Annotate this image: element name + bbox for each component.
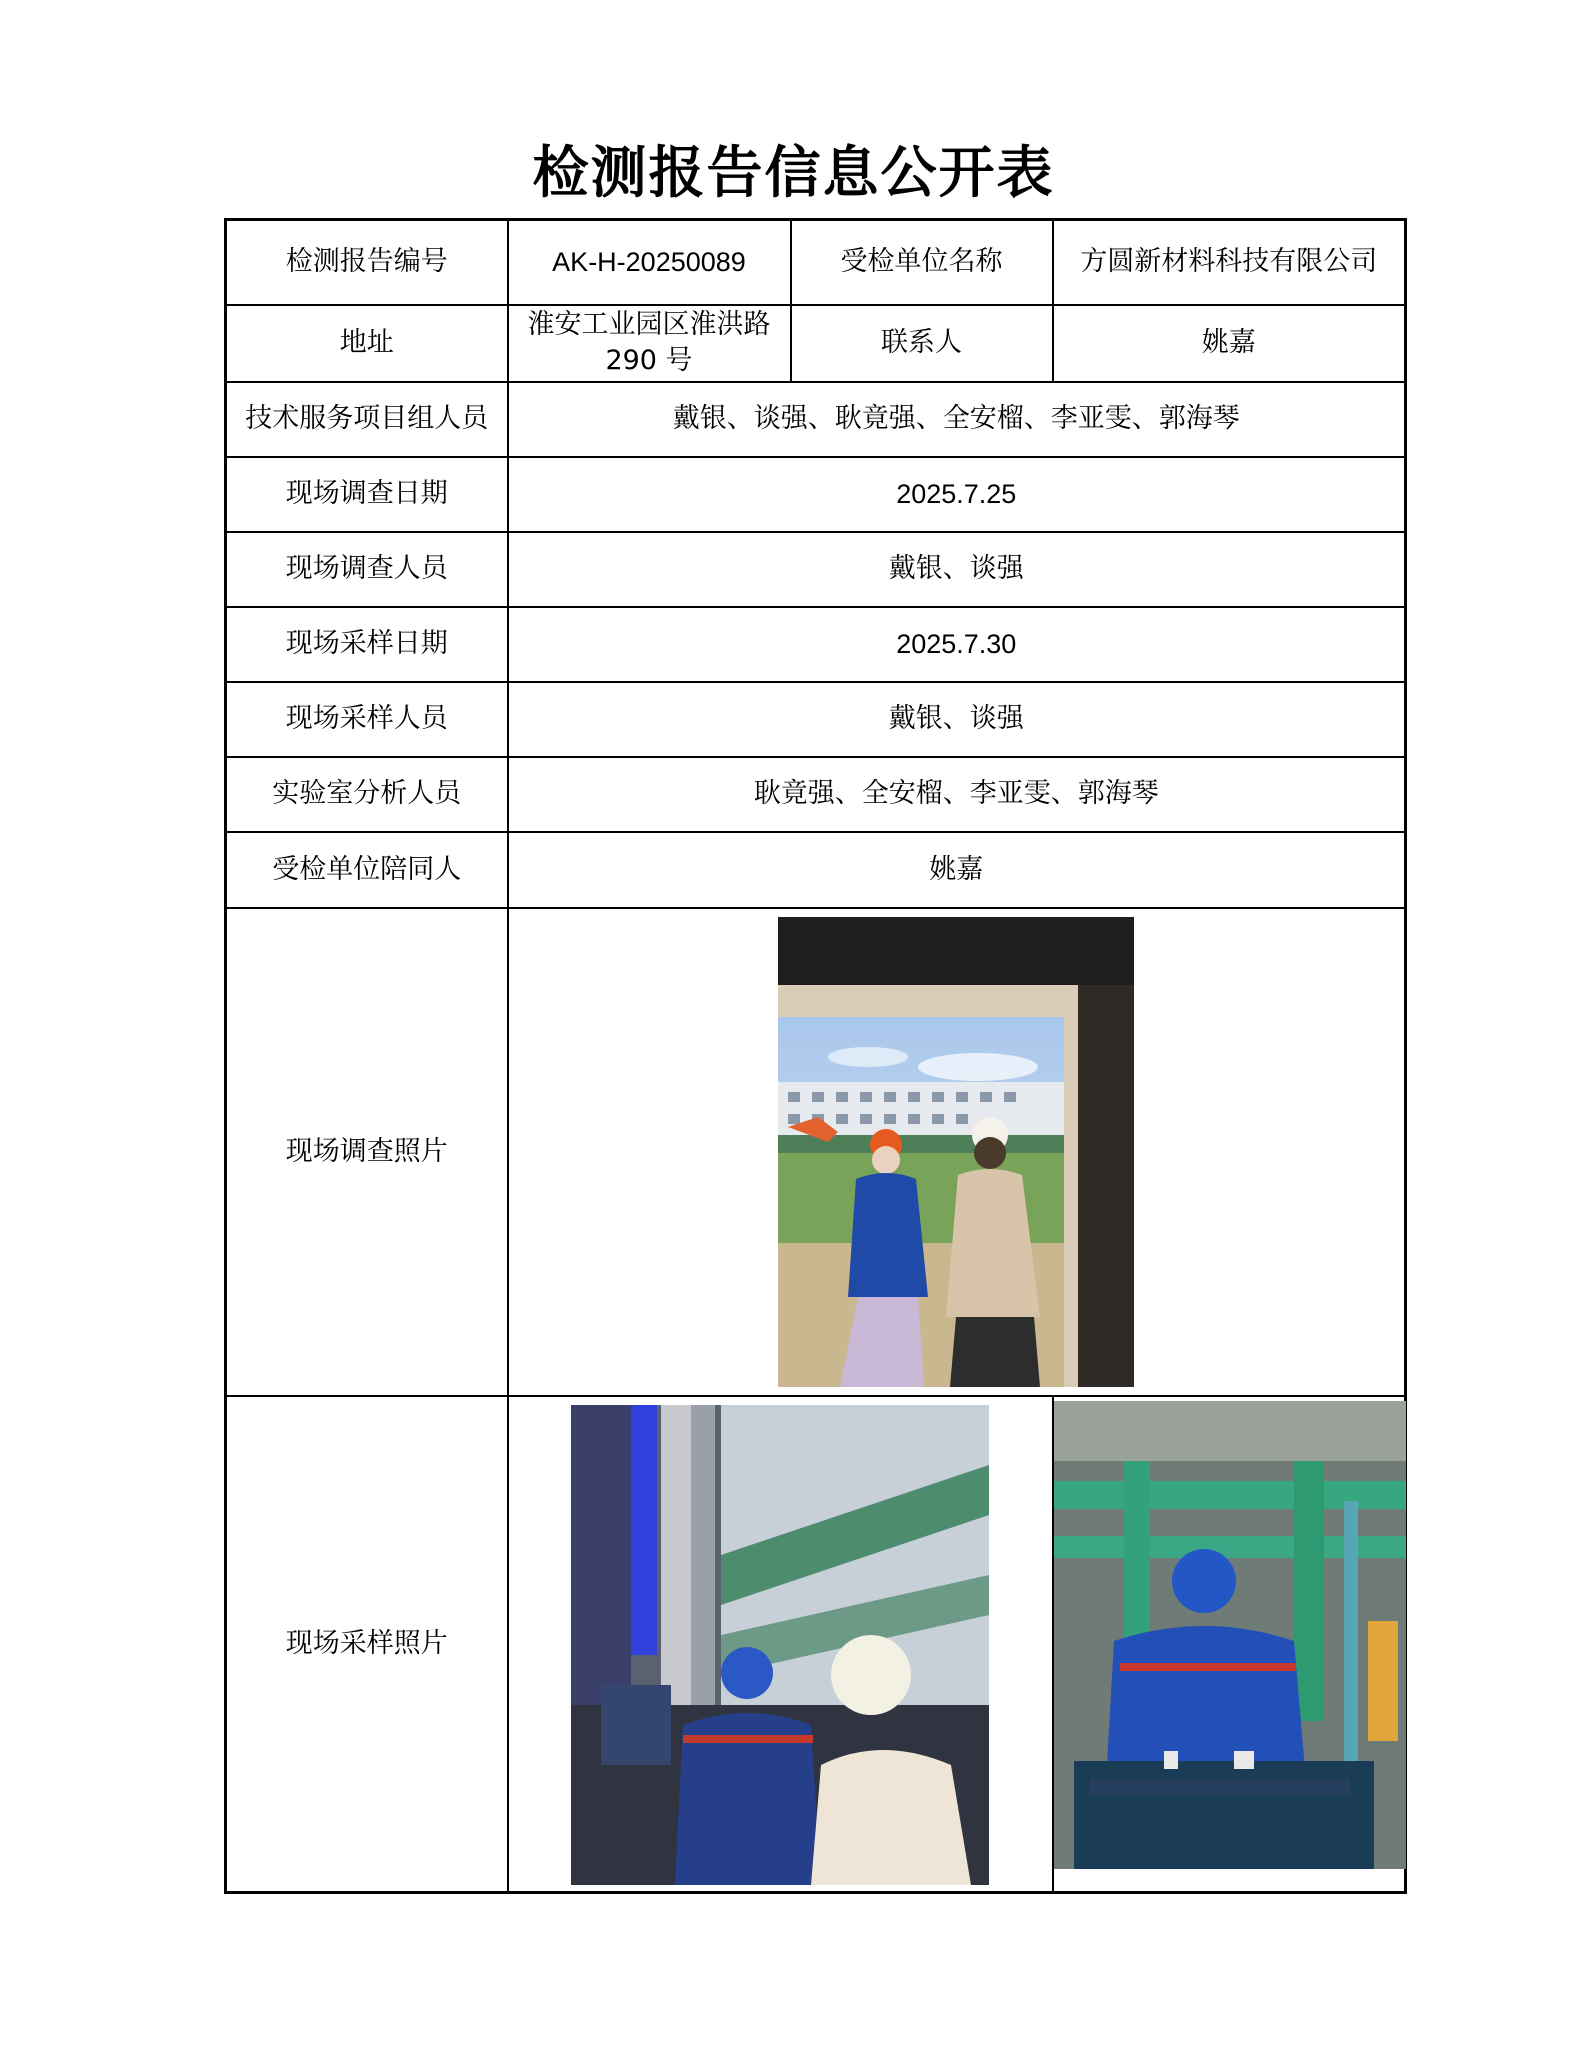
survey-photo-image [778,917,1134,1387]
unit-name-value: 方圆新材料科技有限公司 [1053,220,1406,305]
lab-staff-label: 实验室分析人员 [226,757,508,832]
team-label: 技术服务项目组人员 [226,382,508,457]
escort-label: 受检单位陪同人 [226,832,508,908]
survey-photo-label: 现场调查照片 [226,908,508,1396]
row-report-no [226,220,1406,305]
row-survey-date [226,457,1406,532]
row-sampling-date [226,607,1406,682]
address-label: 地址 [226,305,508,382]
report-no-label: 检测报告编号 [226,220,508,305]
sampling-photo-cell-1 [508,1396,1053,1893]
sampling-date-value: 2025.7.30 [508,607,1406,682]
sampling-photo-label: 现场采样照片 [226,1396,508,1893]
sampling-staff-label: 现场采样人员 [226,682,508,757]
lab-staff-value: 耿竟强、全安榴、李亚雯、郭海琴 [508,757,1406,832]
row-sampling-staff [226,682,1406,757]
page-title: 检测报告信息公开表 [532,140,1055,206]
row-survey-photo [226,908,1406,1396]
survey-staff-value: 戴银、谈强 [508,532,1406,607]
row-address [226,305,1406,382]
sampling-staff-value: 戴银、谈强 [508,682,1406,757]
address-value: 淮安工业园区淮洪路 290 号 [508,305,791,382]
row-escort [226,832,1406,908]
escort-value: 姚嘉 [508,832,1406,908]
sampling-photo-1-image [571,1405,989,1885]
sampling-photo-2-image [1054,1401,1406,1869]
survey-date-value: 2025.7.25 [508,457,1406,532]
row-sampling-photo [226,1396,1406,1893]
contact-value: 姚嘉 [1053,305,1406,382]
report-info-table [224,218,1407,1894]
survey-date-label: 现场调查日期 [226,457,508,532]
sampling-photo-cell-2 [1053,1396,1406,1893]
survey-photo [778,917,1134,1387]
sampling-date-label: 现场采样日期 [226,607,508,682]
sampling-photo-1 [571,1405,989,1885]
row-survey-staff [226,532,1406,607]
survey-staff-label: 现场调查人员 [226,532,508,607]
team-value: 戴银、谈强、耿竟强、全安榴、李亚雯、郭海琴 [508,382,1406,457]
contact-label: 联系人 [791,305,1053,382]
row-team [226,382,1406,457]
sampling-photo-2 [1054,1401,1406,1869]
row-lab-staff [226,757,1406,832]
report-no-value: AK-H-20250089 [508,220,791,305]
survey-photo-cell [508,908,1406,1396]
unit-name-label: 受检单位名称 [791,220,1053,305]
